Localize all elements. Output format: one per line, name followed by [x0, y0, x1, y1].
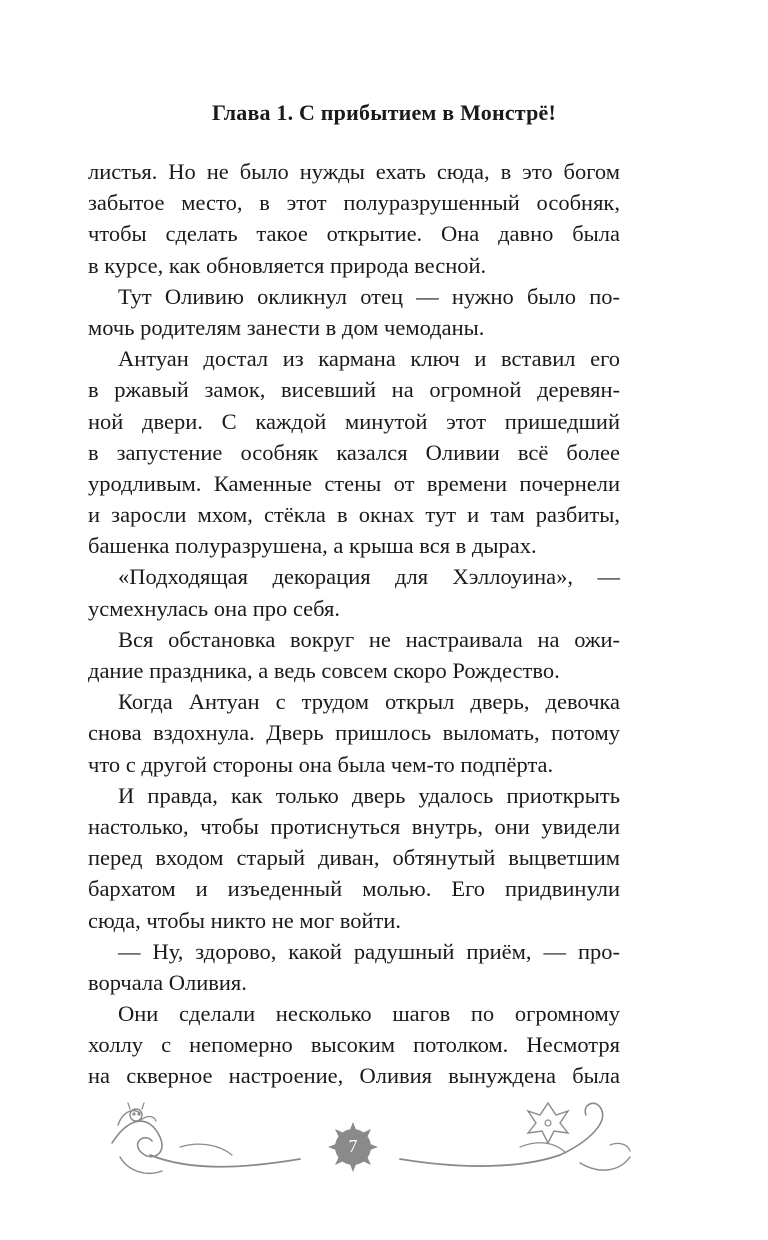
text-line: настолько, чтобы протиснуться внутрь, они увидели [88, 813, 620, 839]
text-line: бархатом и изъеденный молью. Его придвинули [88, 876, 620, 902]
text-line: Они сделали несколько шагов по огромному [118, 1001, 620, 1027]
text-line: «Подходящая декорация для Хэллоуина», — [118, 564, 620, 590]
text-line: в курсе, как обновляется природа весной. [88, 252, 487, 278]
text-line: что с другой стороны она была чем-то подпёрта. [88, 751, 554, 777]
text-line: в ржавый замок, висевший на огромной деревян- [88, 377, 620, 403]
text-line: Тут Оливию окликнул отец — нужно было по- [118, 283, 620, 309]
text-line: Когда Антуан с трудом открыл дверь, девочка [118, 689, 620, 715]
text-line: и заросли мхом, стёкла в окнах тут и там разбиты, [88, 502, 620, 528]
page-number: 7 [348, 1136, 358, 1156]
text-line: ной двери. С каждой минутой этот пришедший [88, 408, 620, 434]
text-line: перед входом старый диван, обтянутый выцветшим [88, 845, 620, 871]
body-text [88, 156, 620, 1092]
text-line: И правда, как только дверь удалось приоткрыть [118, 782, 620, 808]
text-line: чтобы сделать такое открытие. Она давно была [88, 221, 620, 247]
text-line: листья. Но не было нужды ехать сюда, в это богом [88, 159, 620, 184]
text-line: сюда, чтобы никто не мог войти. [88, 907, 402, 933]
footer-ornament [0, 1085, 768, 1185]
text-line: ворчала Оливия. [88, 969, 247, 995]
text-line: Антуан достал из кармана ключ и вставил его [118, 346, 620, 372]
text-line: в запустение особняк казался Оливии всё более [88, 439, 620, 465]
running-head: Глава 1. С прибытием в Монстрё! [211, 100, 557, 125]
left-flourish-icon [112, 1103, 300, 1173]
text-line: усмехнулась она про себя. [88, 595, 340, 621]
text-line: холлу с непомерно высоким потолком. Несмотря [88, 1032, 620, 1058]
text-line: башенка полуразрушена, а крыша вся в дырах. [88, 533, 537, 559]
text-line: снова вздохнула. Дверь пришлось выломать, потому [88, 720, 620, 746]
text-line: дание праздника, а ведь совсем скоро Рождество. [88, 658, 560, 683]
text-line: на скверное настроение, Оливия вынуждена была [88, 1063, 620, 1089]
text-line: Вся обстановка вокруг не настраивала на ожи- [118, 626, 620, 652]
text-line: — Ну, здорово, какой радушный приём, — про- [118, 938, 620, 964]
right-flourish-icon [400, 1103, 630, 1170]
text-line: уродливым. Каменные стены от времени почернели [88, 470, 620, 496]
text-line: забытое место, в этот полуразрушенный особняк, [88, 190, 620, 216]
text-line: мочь родителям занести в дом чемоданы. [88, 314, 485, 340]
